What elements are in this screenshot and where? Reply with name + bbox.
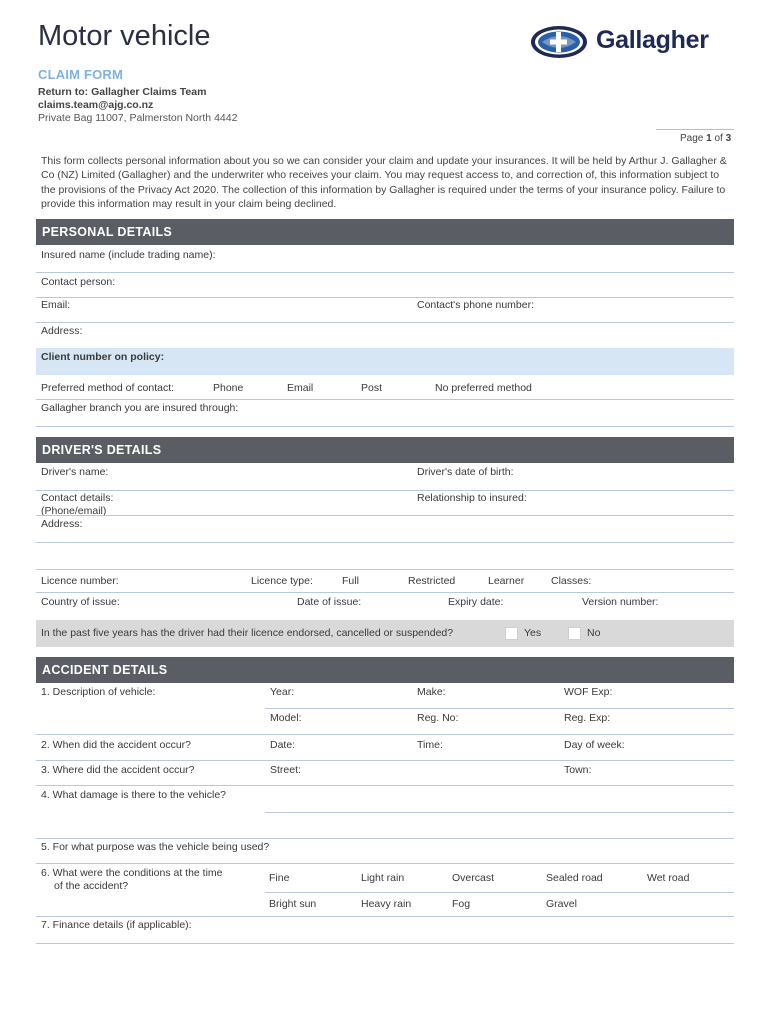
date-label: Date: [270,739,296,751]
damage-field-1[interactable] [265,812,734,813]
q1-label: 1. Description of vehicle: [41,686,156,698]
branch-label: Gallagher branch you are insured through: [41,402,239,414]
insured-name-label: Insured name (include trading name): [41,249,216,261]
driver-name-field[interactable] [36,490,734,491]
version-number-label: Version number: [582,596,659,608]
cond-bright-sun[interactable]: Bright sun [269,898,317,910]
contact-person-label: Contact person: [41,276,116,288]
divider [36,592,734,593]
divider [36,399,734,400]
page-divider [656,129,734,130]
address-label: Address: [41,325,83,337]
personal-details-heading: PERSONAL DETAILS [36,219,734,245]
insured-name-field[interactable] [36,272,734,273]
type-restricted[interactable]: Restricted [408,575,456,587]
driver-dob-label: Driver's date of birth: [417,466,514,478]
accident-details-heading: ACCIDENT DETAILS [36,657,734,683]
logo-wordmark: Gallagher [596,26,709,54]
driver-address-field-2[interactable] [36,569,734,570]
preferred-contact-label: Preferred method of contact: [41,382,175,394]
street-label: Street: [270,764,301,776]
reg-no-label: Reg. No: [417,712,459,724]
endorsement-question: In the past five years has the driver had their licence endorsed, cancelled or suspended? [41,627,454,639]
licence-number-label: Licence number: [41,575,119,587]
option-post[interactable]: Post [361,382,383,394]
privacy-statement: This form collects personal information about you so we can consider your claim and update your insurances. It will be held by Arthur J. Gallagher & Co (NZ) Limited (Gallagher) and the underwriter who receives your claim. You may request access to, and correction of, this information subject to the provisions of the Privacy Act 2020. The collection of this information by Gallagher is required under the terms of your insurance policy. Failure to provide this information may result in your claim being declined. [41,155,727,210]
divider [36,916,734,917]
divider [265,892,734,893]
cond-light-rain[interactable]: Light rain [361,872,405,884]
cond-sealed-road[interactable]: Sealed road [546,872,603,884]
cond-heavy-rain[interactable]: Heavy rain [361,898,412,910]
purpose-field[interactable] [36,863,734,864]
option-no-preference[interactable]: No preferred method [435,382,532,394]
finance-field[interactable] [36,943,734,944]
type-learner[interactable]: Learner [488,575,525,587]
vehicle-field-1[interactable] [265,708,734,709]
q6-label-line2: of the accident? [54,880,129,892]
driver-address-label: Address: [41,518,83,530]
return-to: Return to: Gallagher Claims Team [38,86,207,98]
cond-overcast[interactable]: Overcast [452,872,495,884]
endorsed-yes-label: Yes [524,627,542,639]
option-email[interactable]: Email [287,382,314,394]
town-label: Town: [564,764,592,776]
relationship-label: Relationship to insured: [417,492,527,504]
endorsed-yes-checkbox[interactable] [505,627,518,640]
contact-details-label: Contact details: [41,492,114,504]
vehicle-field-2[interactable] [36,734,734,735]
contact-details-field[interactable] [36,515,734,516]
gallagher-globe-icon [530,24,590,60]
licence-type-label: Licence type: [251,575,313,587]
page-number: Page 1 of 3 [680,133,732,144]
when-field[interactable] [36,760,734,761]
client-number-label: Client number on policy: [41,351,165,363]
wof-label: WOF Exp: [564,686,613,698]
q3-label: 3. Where did the accident occur? [41,764,195,776]
q4-label: 4. What damage is there to the vehicle? [41,789,227,801]
q2-label: 2. When did the accident occur? [41,739,192,751]
type-full[interactable]: Full [342,575,359,587]
cond-wet-road[interactable]: Wet road [647,872,690,884]
damage-field-2[interactable] [36,838,734,839]
day-of-week-label: Day of week: [564,739,625,751]
branch-field[interactable] [36,426,734,427]
classes-label: Classes: [551,575,592,587]
year-label: Year: [270,686,295,698]
q6-label-line1: 6. What were the conditions at the time [41,867,223,879]
form-title: Motor vehicle [38,20,211,52]
q5-label: 5. For what purpose was the vehicle being used? [41,841,270,853]
endorsed-no-checkbox[interactable] [568,627,581,640]
email-label: Email: [41,299,71,311]
drivers-details-heading: DRIVER'S DETAILS [36,437,734,463]
where-field[interactable] [36,785,734,786]
time-label: Time: [417,739,443,751]
cond-fine[interactable]: Fine [269,872,290,884]
gallagher-logo [530,24,730,60]
option-phone[interactable]: Phone [213,382,244,394]
cond-fog[interactable]: Fog [452,898,471,910]
driver-address-field[interactable] [36,542,734,543]
form-subtitle: CLAIM FORM [38,67,124,82]
date-issue-label: Date of issue: [297,596,362,608]
expiry-date-label: Expiry date: [448,596,504,608]
country-issue-label: Country of issue: [41,596,120,608]
email-phone-field[interactable] [36,322,734,323]
phone-email-hint: (Phone/email) [41,505,107,517]
q7-label: 7. Finance details (if applicable): [41,919,192,931]
claims-email: claims.team@ajg.co.nz [38,99,154,111]
contact-person-field[interactable] [36,297,734,298]
reg-exp-label: Reg. Exp: [564,712,611,724]
cond-gravel[interactable]: Gravel [546,898,577,910]
phone-label: Contact's phone number: [417,299,534,311]
make-label: Make: [417,686,446,698]
model-label: Model: [270,712,302,724]
endorsed-no-label: No [587,627,601,639]
postal-address: Private Bag 11007, Palmerston North 4442 [38,112,238,124]
driver-name-label: Driver's name: [41,466,109,478]
